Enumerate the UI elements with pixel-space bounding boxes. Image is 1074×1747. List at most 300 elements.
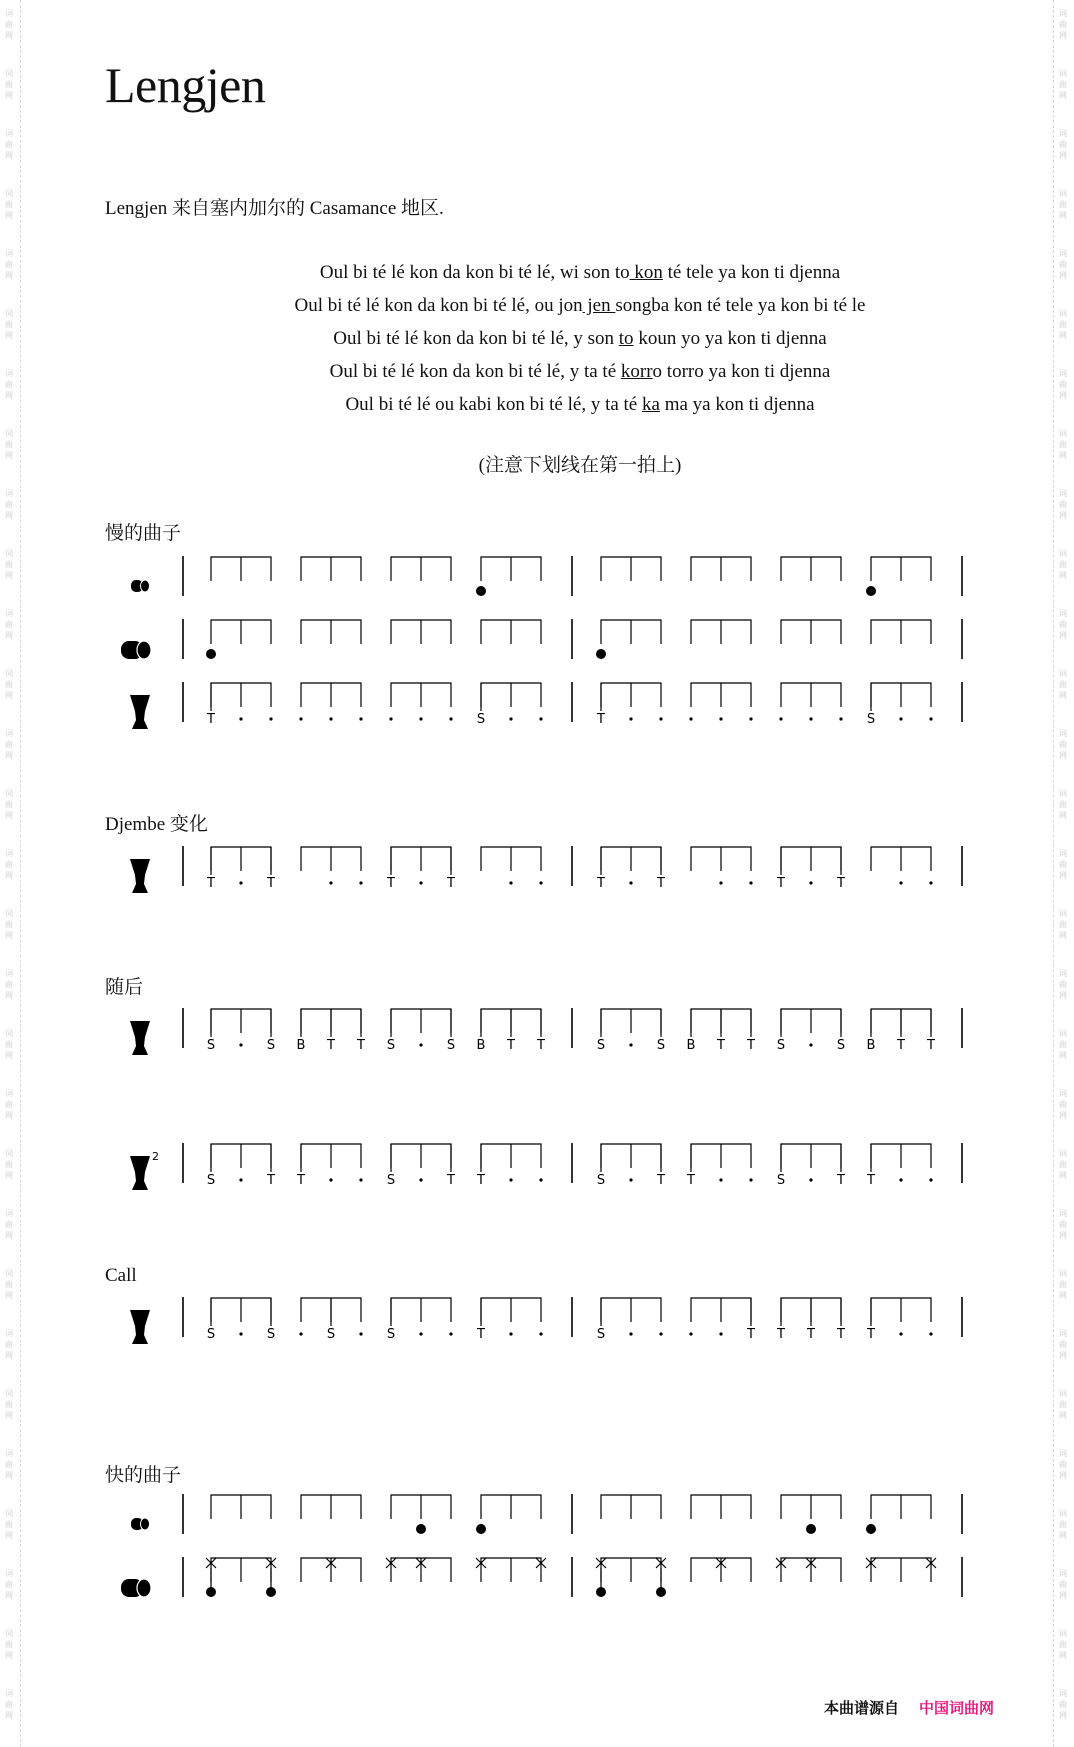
stroke-letter: S — [386, 1173, 396, 1188]
notation-row — [183, 556, 962, 596]
rest-dot — [419, 881, 422, 884]
beat-bracket — [386, 847, 455, 891]
beat-bracket — [596, 847, 665, 891]
beat-bracket — [776, 1558, 841, 1582]
stroke-letter: T — [807, 1327, 815, 1342]
watermark-text: 词 曲 网 — [1059, 429, 1067, 460]
stroke-letter: B — [686, 1038, 696, 1053]
beat-bracket — [211, 557, 271, 581]
note-dot-filled — [596, 1587, 606, 1597]
rest-dot — [239, 1332, 242, 1335]
watermark-text: 词 曲 网 — [1059, 909, 1067, 940]
watermark-text: 词 曲 网 — [1059, 1389, 1067, 1420]
intro-text: Lengjen 来自塞内加尔的 Casamance 地区. — [105, 198, 444, 219]
stroke-letter: S — [596, 1327, 606, 1342]
beat-bracket — [206, 847, 275, 891]
watermark-text: 词 曲 网 — [1059, 849, 1067, 880]
rest-dot — [719, 717, 722, 720]
watermark-text: 词 曲 网 — [5, 1089, 13, 1120]
lyric-segment: songba kon té tele ya kon bi té le — [615, 295, 866, 316]
beat-bracket — [871, 620, 931, 644]
rest-dot — [359, 717, 362, 720]
beat-bracket — [476, 1558, 546, 1582]
rest-dot — [419, 1332, 422, 1335]
beat-bracket — [391, 557, 451, 581]
beat-bracket — [211, 1495, 271, 1519]
rest-dot — [509, 1332, 512, 1335]
beat-bracket — [871, 847, 933, 885]
stroke-letter: T — [207, 876, 215, 891]
rest-dot — [239, 881, 242, 884]
note-dot-filled — [866, 1524, 876, 1534]
watermark-text: 词 曲 网 — [1059, 1689, 1067, 1720]
rest-dot — [929, 881, 932, 884]
beat-bracket — [301, 847, 363, 885]
beat-bracket — [207, 1298, 275, 1342]
lyric-segment: Oul bi té lé kon da kon bi té lé, ou jon — [294, 295, 583, 316]
djembe-shape — [130, 1156, 150, 1190]
beat-bracket — [866, 557, 931, 596]
watermark-text: 词 曲 网 — [1059, 729, 1067, 760]
beat-bracket — [866, 1144, 933, 1188]
rest-dot — [449, 717, 452, 720]
lyric-segment: ma ya kon ti djenna — [659, 394, 815, 415]
lyric-underlined-segment: kon — [629, 262, 663, 283]
rest-dot — [299, 717, 302, 720]
beat-bracket — [301, 557, 361, 581]
djembe-shape — [130, 695, 150, 729]
watermark-text: 词 曲 网 — [5, 789, 13, 820]
beat-bracket — [476, 1298, 543, 1342]
rest-dot — [629, 1332, 632, 1335]
beat-bracket — [207, 1009, 275, 1053]
rest-dot — [689, 717, 692, 720]
note-dot-filled — [476, 1524, 486, 1534]
stroke-letter: S — [836, 1038, 846, 1053]
djembe-shape — [130, 1021, 150, 1055]
rest-dot — [809, 881, 812, 884]
rest-dot — [629, 1178, 632, 1181]
stroke-letter: T — [687, 1173, 695, 1188]
stroke-letter: T — [357, 1038, 365, 1053]
lyric-underlined-segment: korr — [620, 361, 653, 382]
rest-dot — [689, 1332, 692, 1335]
watermark-text: 词 曲 网 — [5, 1569, 13, 1600]
stroke-letter: T — [477, 1173, 485, 1188]
lyric-segment: Oul bi té lé kon da kon bi té lé, y ta té — [329, 361, 621, 382]
bass-drum-head — [137, 1579, 151, 1597]
rest-dot — [509, 717, 512, 720]
watermark-text: 词 曲 网 — [1059, 1569, 1067, 1600]
beat-bracket — [387, 1009, 455, 1053]
rest-dot — [509, 1178, 512, 1181]
watermark-text: 词 曲 网 — [1059, 1209, 1067, 1240]
stroke-letter: T — [837, 1327, 845, 1342]
watermark-text: 词 曲 网 — [1059, 789, 1067, 820]
section-title-djembe-variation: Djembe 变化 — [105, 814, 208, 835]
beat-bracket — [691, 847, 753, 885]
beat-bracket — [206, 620, 271, 659]
watermark-text: 词 曲 网 — [1059, 969, 1067, 1000]
rest-dot — [809, 1178, 812, 1181]
beat-bracket — [691, 1558, 751, 1582]
watermark-text: 词 曲 网 — [5, 1509, 13, 1540]
rest-dot — [539, 881, 542, 884]
bass-drum-icon — [121, 1579, 151, 1597]
beat-bracket — [777, 1144, 845, 1188]
beat-bracket — [601, 1495, 661, 1519]
watermark-text: 词 曲 网 — [1059, 1449, 1067, 1480]
beat-bracket — [781, 1495, 841, 1534]
note-dot-filled — [206, 1587, 216, 1597]
watermark-text: 词 曲 网 — [1059, 249, 1067, 280]
beat-bracket — [689, 683, 752, 721]
stroke-letter: T — [267, 1173, 275, 1188]
notation-row — [183, 619, 962, 659]
lyric-underlined-segment: ka — [642, 394, 660, 415]
lyric-segment: Oul bi té lé kon da kon bi té lé, y son — [333, 328, 619, 349]
rest-dot — [719, 1332, 722, 1335]
beat-bracket — [476, 1495, 541, 1534]
rest-dot — [539, 1178, 542, 1181]
beat-bracket — [781, 557, 841, 581]
section-title-follow: 随后 — [105, 977, 144, 998]
rest-dot — [419, 1043, 422, 1046]
rest-dot — [239, 1178, 242, 1181]
rest-dot — [809, 717, 812, 720]
beat-bracket — [867, 1009, 935, 1053]
beat-bracket — [601, 557, 661, 581]
notation-row — [183, 1297, 962, 1337]
small-drum-head — [141, 580, 150, 592]
rest-dot — [929, 717, 932, 720]
beat-bracket — [687, 1009, 755, 1053]
small-drum-icon — [131, 1518, 150, 1530]
rest-dot — [239, 717, 242, 720]
watermark-text: 词 曲 网 — [1059, 1089, 1067, 1120]
rest-dot — [899, 1178, 902, 1181]
beat-bracket — [689, 1298, 755, 1342]
beat-bracket — [477, 683, 543, 727]
watermark-text: 词 曲 网 — [5, 1269, 13, 1300]
rest-dot — [719, 881, 722, 884]
beat-bracket — [391, 620, 451, 644]
rest-dot — [629, 717, 632, 720]
beat-bracket — [301, 1495, 361, 1519]
note-dot-filled — [476, 586, 486, 596]
stroke-letter: S — [656, 1038, 666, 1053]
beat-bracket — [391, 1495, 451, 1534]
watermark-text: 词 曲 网 — [5, 429, 13, 460]
watermark-text: 词 曲 网 — [5, 1689, 13, 1720]
note-dot-filled — [806, 1524, 816, 1534]
watermark-text: 词 曲 网 — [1059, 1269, 1067, 1300]
notation-row — [183, 846, 962, 886]
watermark-text: 词 曲 网 — [5, 1449, 13, 1480]
watermark-text: 词 曲 网 — [1059, 129, 1067, 160]
beat-bracket — [866, 1495, 931, 1534]
rest-dot — [899, 1332, 902, 1335]
rest-dot — [329, 1178, 332, 1181]
rest-dot — [359, 1178, 362, 1181]
stroke-letter: T — [387, 876, 395, 891]
note-dot-filled — [266, 1587, 276, 1597]
beat-bracket — [477, 1009, 545, 1053]
rest-dot — [359, 1332, 362, 1335]
rest-dot — [359, 881, 362, 884]
bass-drum-icon — [121, 641, 151, 659]
stroke-letter: T — [477, 1327, 485, 1342]
beat-bracket — [867, 683, 933, 727]
underline-note: (注意下划线在第一拍上) — [478, 455, 682, 476]
stroke-letter: T — [777, 1327, 785, 1342]
watermark-text: 词 曲 网 — [5, 969, 13, 1000]
note-dot-filled — [866, 586, 876, 596]
rest-dot — [389, 717, 392, 720]
footer-site-link[interactable]: 中国词曲网 — [918, 1699, 994, 1717]
beat-bracket — [389, 683, 452, 721]
stroke-letter: S — [266, 1327, 276, 1342]
rest-dot — [329, 881, 332, 884]
stroke-letter: S — [386, 1327, 396, 1342]
section-title-fast: 快的曲子 — [105, 1465, 182, 1486]
beat-bracket — [776, 1298, 845, 1342]
lyric-underlined-segment: jen — [582, 295, 616, 316]
rest-dot — [329, 717, 332, 720]
stroke-letter: S — [266, 1038, 276, 1053]
watermark-text: 词 曲 网 — [1059, 609, 1067, 640]
watermark-text: 词 曲 网 — [1059, 1029, 1067, 1060]
djembe-icon — [130, 695, 150, 729]
djembe-shape — [130, 859, 150, 893]
beat-bracket — [597, 1298, 663, 1342]
stroke-letter: S — [386, 1038, 396, 1053]
stroke-letter: T — [537, 1038, 545, 1053]
watermark-text: 词 曲 网 — [1059, 549, 1067, 580]
beat-bracket — [387, 1144, 455, 1188]
rest-dot — [299, 1332, 302, 1335]
watermark-text: 词 曲 网 — [1059, 9, 1067, 40]
lyric-underlined-segment: to — [618, 328, 634, 349]
rest-dot — [539, 717, 542, 720]
stroke-letter: T — [597, 712, 605, 727]
beat-bracket — [299, 683, 362, 721]
bass-drum-head — [137, 641, 151, 659]
watermark-text: 词 曲 网 — [1059, 669, 1067, 700]
beat-bracket — [481, 620, 541, 644]
lyric-segment: Oul bi té lé ou kabi kon bi té lé, y ta té — [345, 394, 642, 415]
stroke-letter: T — [447, 1173, 455, 1188]
beat-bracket — [481, 847, 543, 885]
stroke-letter: T — [717, 1038, 725, 1053]
beat-bracket — [686, 1144, 753, 1188]
beat-bracket — [297, 1009, 365, 1053]
stroke-letter: S — [206, 1327, 216, 1342]
watermark-text: 词 曲 网 — [5, 369, 13, 400]
djembe-icon — [130, 859, 150, 893]
stroke-letter: T — [837, 1173, 845, 1188]
watermark-text: 词 曲 网 — [5, 249, 13, 280]
watermark-text: 词 曲 网 — [5, 9, 13, 40]
watermark-text: 词 曲 网 — [1059, 69, 1067, 100]
watermark-text: 词 曲 网 — [5, 909, 13, 940]
watermark-text: 词 曲 网 — [5, 849, 13, 880]
watermark-text: 词 曲 网 — [5, 549, 13, 580]
stroke-letter: T — [297, 1173, 305, 1188]
lyric-segment: koun yo ya kon ti djenna — [633, 328, 827, 349]
notation-row — [183, 682, 962, 722]
rest-dot — [239, 1043, 242, 1046]
beat-bracket — [387, 1298, 453, 1342]
beat-bracket — [597, 1144, 665, 1188]
rest-dot — [539, 1332, 542, 1335]
beat-bracket — [206, 683, 273, 727]
beat-bracket — [777, 1009, 845, 1053]
watermark-text: 词 曲 网 — [5, 1389, 13, 1420]
rest-dot — [449, 1332, 452, 1335]
rest-dot — [779, 717, 782, 720]
section-title-slow: 慢的曲子 — [105, 523, 182, 544]
watermark-text: 词 曲 网 — [5, 729, 13, 760]
watermark-text: 词 曲 网 — [5, 189, 13, 220]
watermark-text: 词 曲 网 — [5, 1629, 13, 1660]
stroke-letter: T — [327, 1038, 335, 1053]
beat-bracket — [779, 683, 842, 721]
lyric-segment: Oul bi té lé kon da kon bi té lé, wi son to — [319, 262, 630, 283]
watermark-text: 词 曲 网 — [5, 1209, 13, 1240]
beat-bracket — [296, 1144, 363, 1188]
rest-dot — [749, 881, 752, 884]
notation-row — [183, 1494, 962, 1534]
rest-dot — [509, 881, 512, 884]
rest-dot — [419, 717, 422, 720]
beat-bracket — [781, 620, 841, 644]
note-dot-filled — [596, 649, 606, 659]
stroke-letter: S — [596, 1038, 606, 1053]
djembe-icon — [130, 1310, 150, 1344]
beat-bracket — [206, 1558, 276, 1597]
beat-bracket — [476, 1144, 543, 1188]
stroke-letter: T — [837, 876, 845, 891]
watermark-text: 词 曲 网 — [1059, 189, 1067, 220]
note-dot-filled — [416, 1524, 426, 1534]
watermark-text: 词 曲 网 — [1059, 489, 1067, 520]
stroke-letter: T — [657, 1173, 665, 1188]
watermark-text: 词 曲 网 — [5, 609, 13, 640]
instrument-superscript: 2 — [152, 1150, 159, 1163]
beat-bracket — [207, 1144, 275, 1188]
beat-bracket — [691, 1495, 751, 1519]
rest-dot — [629, 881, 632, 884]
watermark-text: 词 曲 网 — [5, 489, 13, 520]
stroke-letter: T — [507, 1038, 515, 1053]
watermark-text: 词 曲 网 — [5, 669, 13, 700]
rest-dot — [839, 717, 842, 720]
note-dot-filled — [656, 1587, 666, 1597]
beat-bracket — [866, 1558, 936, 1582]
stroke-letter: S — [776, 1038, 786, 1053]
rest-dot — [719, 1178, 722, 1181]
stroke-letter: B — [476, 1038, 486, 1053]
stroke-letter: S — [476, 712, 486, 727]
rest-dot — [899, 881, 902, 884]
section-title-call: Call — [105, 1265, 137, 1286]
beat-bracket — [597, 1009, 665, 1053]
note-dot-filled — [206, 649, 216, 659]
stroke-letter: T — [927, 1038, 935, 1053]
stroke-letter: S — [866, 712, 876, 727]
rest-dot — [629, 1043, 632, 1046]
beat-bracket — [476, 557, 541, 596]
rest-dot — [749, 1178, 752, 1181]
djembe-icon — [130, 1021, 150, 1055]
watermark-text: 词 曲 网 — [1059, 309, 1067, 340]
stroke-letter: T — [267, 876, 275, 891]
stroke-letter: S — [326, 1327, 336, 1342]
small-drum-head — [141, 1518, 150, 1530]
beat-bracket — [301, 1558, 361, 1582]
beat-bracket — [776, 847, 845, 891]
rest-dot — [659, 1332, 662, 1335]
stroke-letter: S — [446, 1038, 456, 1053]
watermark-text: 词 曲 网 — [5, 1029, 13, 1060]
rest-dot — [419, 1178, 422, 1181]
lyric-segment: o torro ya kon ti djenna — [652, 361, 831, 382]
rest-dot — [809, 1043, 812, 1046]
beat-bracket — [386, 1558, 451, 1582]
stroke-letter: S — [206, 1038, 216, 1053]
djembe-2-icon — [130, 1150, 159, 1190]
stroke-letter: S — [206, 1173, 216, 1188]
beat-bracket — [691, 557, 751, 581]
stroke-letter: T — [597, 876, 605, 891]
watermark-text: 词 曲 网 — [1059, 1509, 1067, 1540]
rest-dot — [659, 717, 662, 720]
rest-dot — [929, 1178, 932, 1181]
beat-bracket — [596, 1558, 666, 1597]
rest-dot — [269, 717, 272, 720]
djembe-shape — [130, 1310, 150, 1344]
stroke-letter: T — [657, 876, 665, 891]
stroke-letter: S — [596, 1173, 606, 1188]
notation-row — [183, 1557, 962, 1597]
stroke-letter: T — [207, 712, 215, 727]
stroke-letter: T — [897, 1038, 905, 1053]
stroke-letter: S — [776, 1173, 786, 1188]
watermark-text: 词 曲 网 — [5, 309, 13, 340]
stroke-letter: B — [296, 1038, 306, 1053]
watermark-text: 词 曲 网 — [5, 69, 13, 100]
beat-bracket — [299, 1298, 362, 1342]
rest-dot — [899, 717, 902, 720]
rest-dot — [929, 1332, 932, 1335]
small-drum-icon — [131, 580, 150, 592]
stroke-letter: T — [777, 876, 785, 891]
lyric-segment: té tele ya kon ti djenna — [662, 262, 841, 283]
beat-bracket — [596, 620, 661, 659]
stroke-letter: T — [867, 1173, 875, 1188]
beat-bracket — [596, 683, 663, 727]
watermark-text: 词 曲 网 — [5, 129, 13, 160]
stroke-letter: T — [447, 876, 455, 891]
watermark-text: 词 曲 网 — [5, 1149, 13, 1180]
beat-bracket — [301, 620, 361, 644]
stroke-letter: T — [747, 1327, 755, 1342]
page-title: Lengjen — [105, 57, 266, 113]
footer-source-label: 本曲谱源自 — [823, 1699, 899, 1717]
beat-bracket — [866, 1298, 933, 1342]
watermark-text: 词 曲 网 — [1059, 369, 1067, 400]
